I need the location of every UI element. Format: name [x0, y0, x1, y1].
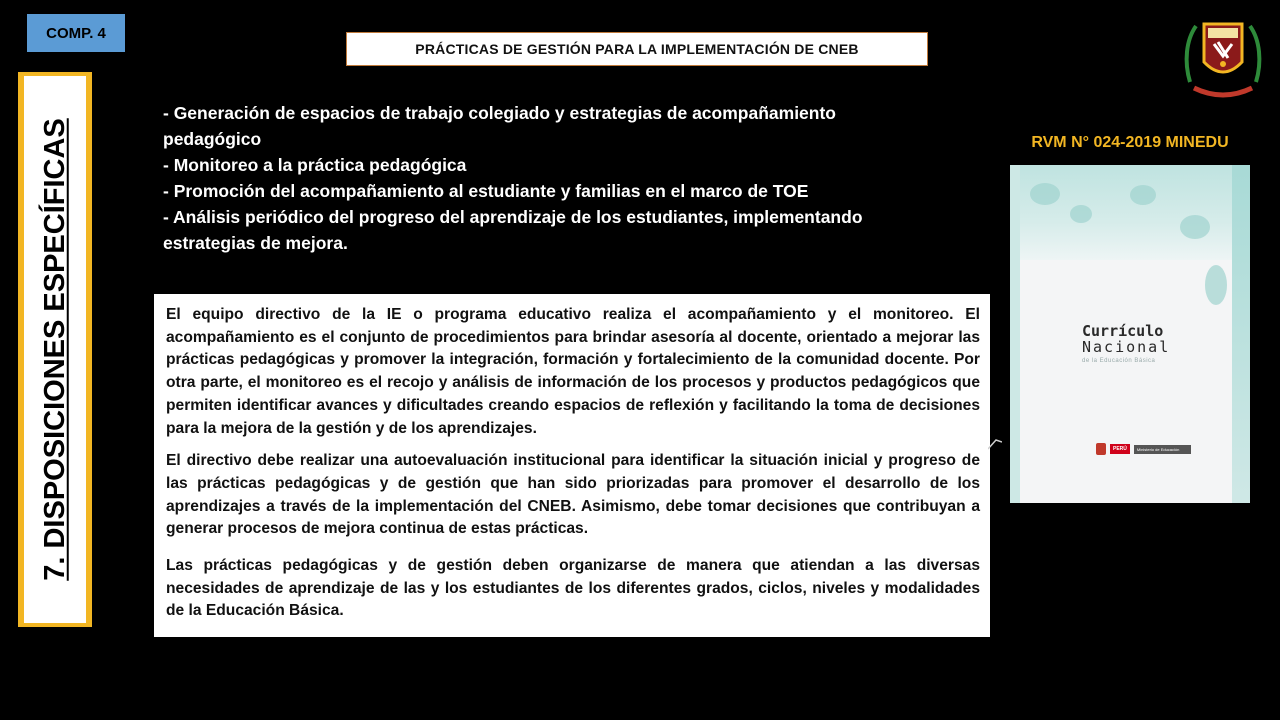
cover-pattern: [1030, 183, 1060, 205]
ministry-logo: [1096, 443, 1191, 455]
ministry-name: Ministerio de Educación: [1134, 445, 1191, 454]
comp-badge: [27, 14, 125, 52]
excerpt-paragraph: El directivo debe realizar una autoevaluación institucional para identificar la situación inicial y progreso de las prácticas pedagógicas y de gestión que han sido priorizadas para promover el desarrollo de los aprendizajes a través de la implementación del CNEB. Asimismo, debe tomar decisiones que contribuyan a generar procesos de mejora continua de estas prácticas.: [166, 452, 980, 538]
section-title: 7. DISPOSICIONES ESPECÍFICAS: [38, 118, 71, 581]
bullet-list: [163, 100, 993, 256]
cover-title-line1: Currículo: [1082, 322, 1164, 340]
cover-title: [1082, 323, 1170, 355]
cover-band: [1010, 165, 1250, 260]
cover-subtitle: de la Educación Básica: [1082, 358, 1156, 364]
bullet-line: estrategias de mejora.: [163, 233, 348, 253]
school-crest-icon: [1180, 12, 1266, 98]
peru-crest-icon: [1096, 443, 1106, 455]
reference-text: RVM N° 024-2019 MINEDU: [1031, 134, 1229, 151]
cover-pattern: [1205, 265, 1227, 305]
comp-badge-label: COMP. 4: [46, 24, 106, 42]
bullet-line: - Análisis periódico del progreso del aprendizaje de los estudiantes, implementando: [163, 207, 863, 227]
bullet-line: - Monitoreo a la práctica pedagógica: [163, 155, 467, 175]
peru-badge: PERÚ: [1110, 444, 1130, 454]
bullet-line: - Generación de espacios de trabajo colegiado y estrategias de acompañamiento: [163, 103, 836, 123]
bullet-line: - Promoción del acompañamiento al estudiante y familias en el marco de TOE: [163, 181, 809, 201]
slide-title-text: PRÁCTICAS DE GESTIÓN PARA LA IMPLEMENTACIÓN DE CNEB: [415, 41, 859, 57]
cover-pattern: [1070, 205, 1092, 223]
bullet-line: pedagógico: [163, 129, 262, 149]
cover-pattern: [1180, 215, 1210, 239]
excerpt-paragraph: El equipo directivo de la IE o programa educativo realiza el acompañamiento y el monitoreo. El acompañamiento es el conjunto de procedimientos para brindar asesoría al docente, orientado a mejorar las prácticas pedagógicas y promover la integración, formación y fortalecimiento de la comunidad docente. Por otra parte, el monitoreo es el recojo y análisis de información de los procesos y productos pedagógicos que permiten identificar avances y dificultades creando espacios de reflexión y facilitando la toma de decisiones para la mejora de la gestión y de los aprendizajes.: [166, 306, 980, 437]
excerpt-paragraph: Las prácticas pedagógicas y de gestión deben organizarse de manera que atiendan a las diversas necesidades de aprendizaje de las y los estudiantes de los diferentes grados, ciclos, niveles y modalidades de la Educación Básica.: [166, 557, 980, 620]
section-side-panel: [18, 72, 92, 627]
cover-right-strip: [1232, 165, 1250, 503]
cover-left-strip: [1010, 165, 1020, 503]
scan-mark-icon: [988, 438, 1002, 450]
document-excerpt: [154, 294, 990, 637]
section-side-panel-inner: [24, 76, 86, 623]
reference-label: [995, 134, 1265, 152]
slide-title: [346, 32, 928, 66]
curriculum-cover-image: [1010, 165, 1250, 503]
cover-title-line2: Nacional: [1082, 338, 1171, 356]
cover-pattern: [1130, 185, 1156, 205]
